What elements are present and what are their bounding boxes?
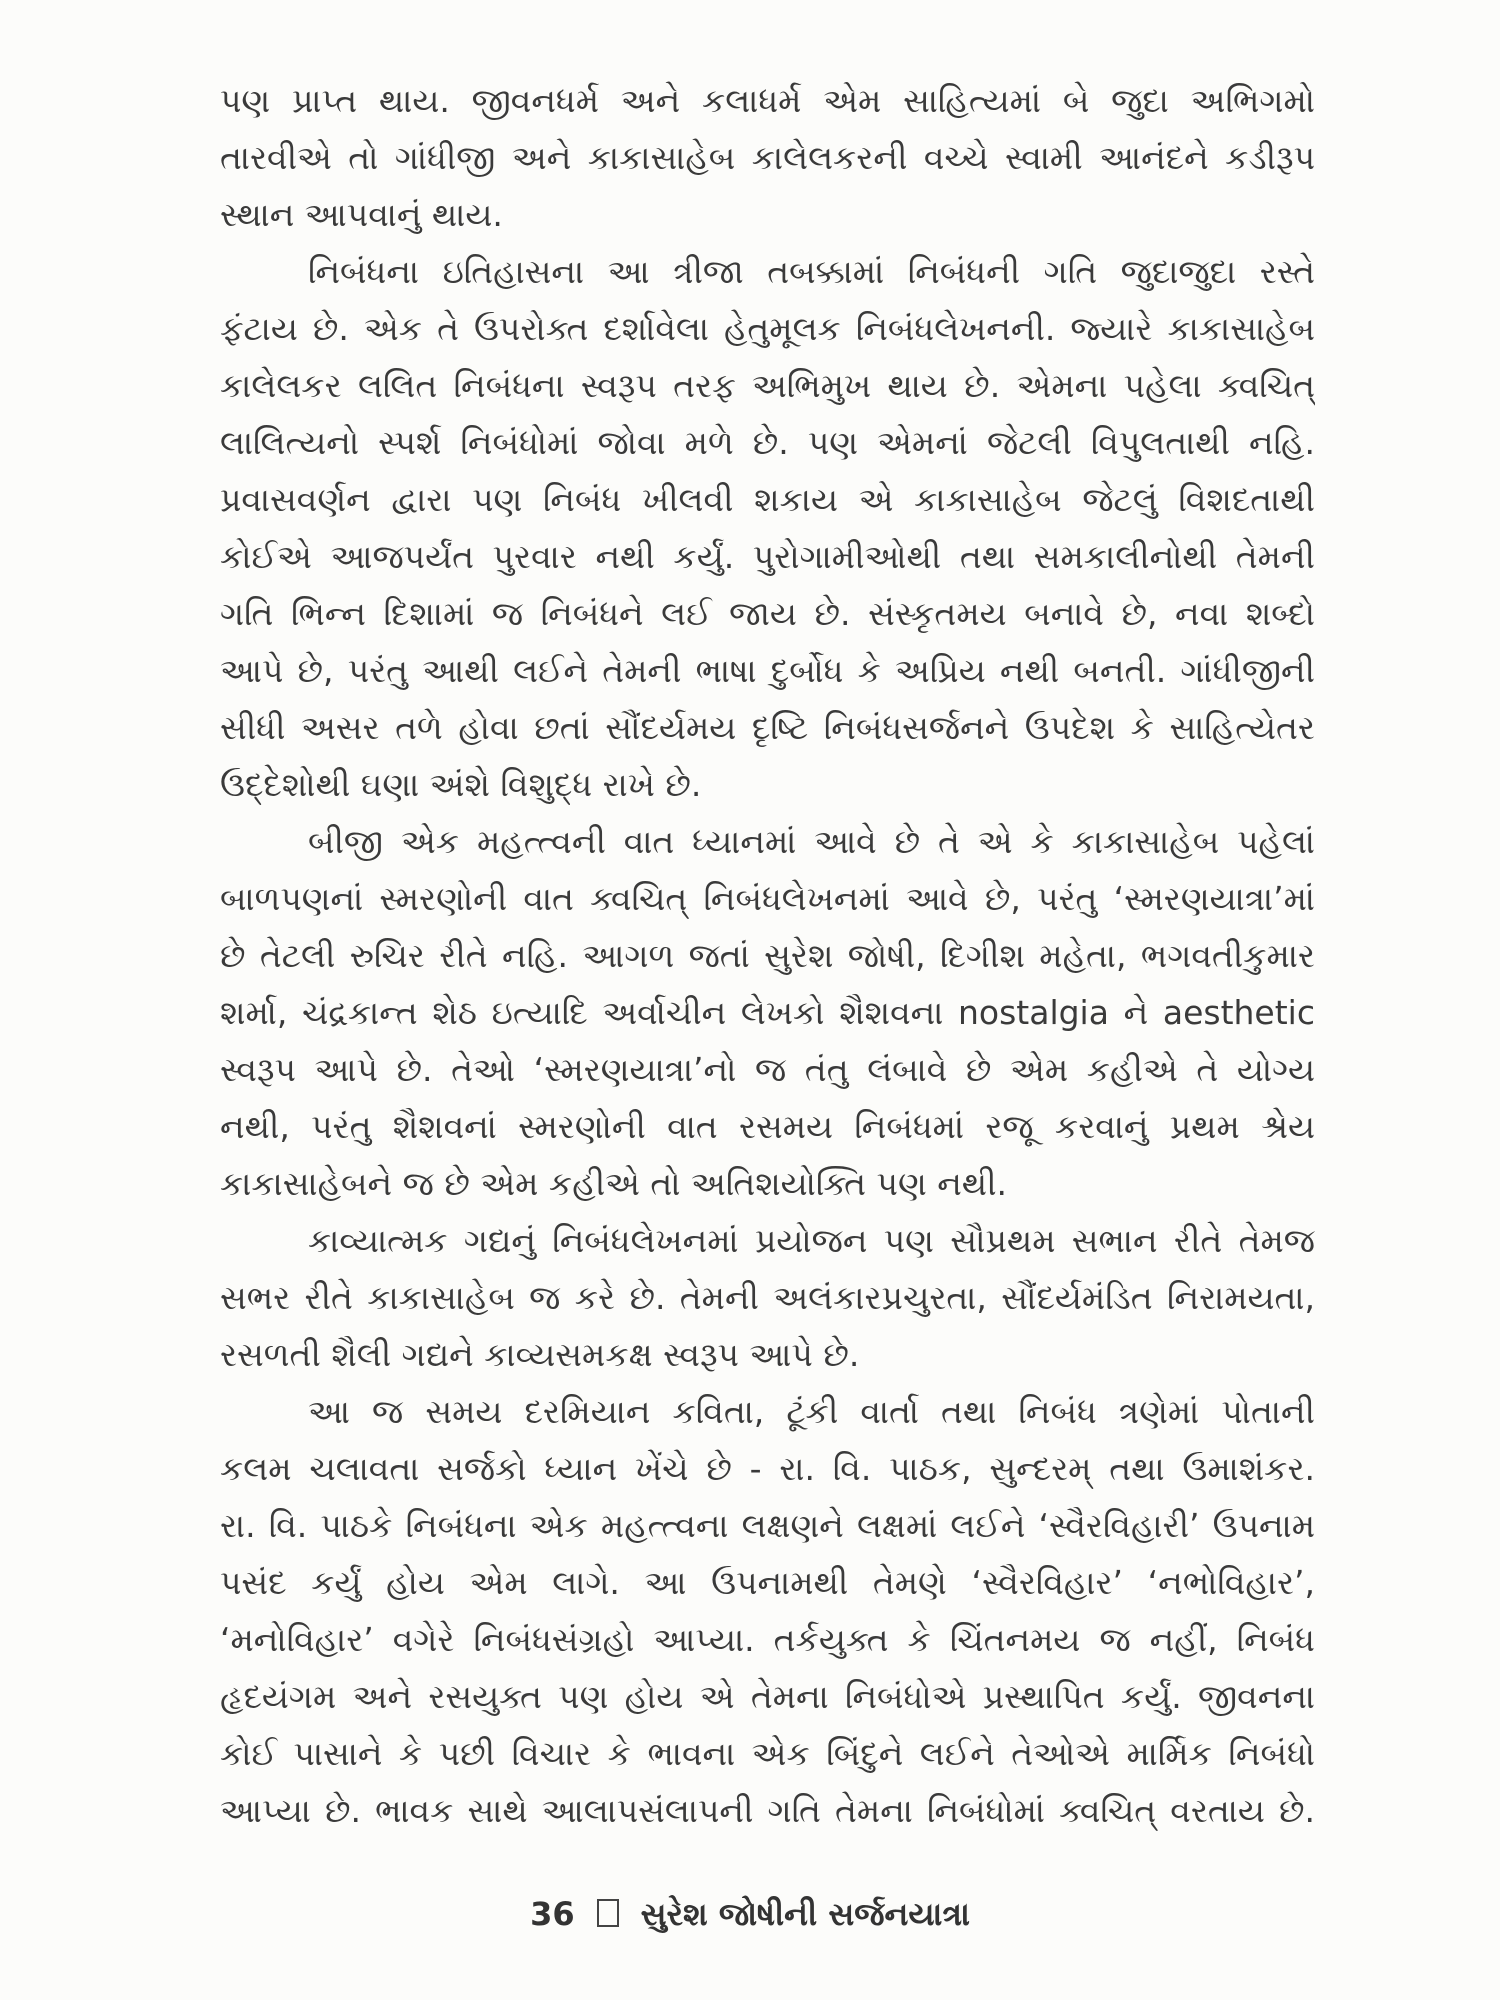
text-line: આપે છે, પરંતુ આથી લઈને તેમની ભાષા દુર્બોધ કે અપ્રિય નથી બનતી. ગાંધીજીની <box>220 651 1315 690</box>
text-line: હૃદયંગમ અને રસયુક્ત પણ હોય એ તેમના નિબંધોએ પ્રસ્થાપિત કર્યું. જીવનના <box>220 1677 1315 1716</box>
text-line: ગતિ ભિન્ન દિશામાં જ નિબંધને લઈ જાય છે. સંસ્કૃતમય બનાવે છે, નવા શબ્દો <box>220 594 1315 633</box>
text-line: નિબંધના ઇતિહાસના આ ત્રીજા તબક્કામાં નિબંધની ગતિ જુદાજુદા રસ્તે <box>308 252 1315 291</box>
text-line: બીજી એક મહત્ત્વની વાત ધ્યાનમાં આવે છે તે એ કે કાકાસાહેબ પહેલાં <box>308 822 1315 861</box>
text-line: લાલિત્યનો સ્પર્શ નિબંધોમાં જોવા મળે છે. પણ એમનાં જેટલી વિપુલતાથી નહિ. <box>220 423 1315 462</box>
text-line: ઉદ્દેશોથી ઘણા અંશે વિશુદ્ધ રાખે છે. <box>220 765 702 804</box>
text-line: કાકાસાહેબને જ છે એમ કહીએ તો અતિશયોક્તિ પણ નથી. <box>220 1164 1008 1203</box>
text-line: આપ્યા છે. ભાવક સાથે આલાપસંલાપની ગતિ તેમના નિબંધોમાં ક્વચિત્ વરતાય છે. <box>220 1791 1315 1830</box>
text-line: છે તેટલી રુચિર રીતે નહિ. આગળ જતાં સુરેશ જોષી, દિગીશ મહેતા, ભગવતીકુમાર <box>220 936 1315 975</box>
text-line: શર્મા, ચંદ્રકાન્ત શેઠ ઇત્યાદિ અર્વાચીન લેખકો શૈશવના nostalgia ને aesthetic <box>220 993 1315 1032</box>
text-line: ‘મનોવિહાર’ વગેરે નિબંધસંગ્રહો આપ્યા. તર્કયુક્ત કે ચિંતનમય જ નહીં, નિબંધ <box>220 1620 1315 1659</box>
text-line: કોઈ પાસાને કે પછી વિચાર કે ભાવના એક બિંદુને લઈને તેઓએ માર્મિક નિબંધો <box>220 1734 1315 1773</box>
text-line: કાવ્યાત્મક ગદ્યનું નિબંધલેખનમાં પ્રયોજન પણ સૌપ્રથમ સભાન રીતે તેમજ <box>308 1221 1315 1260</box>
text-line: તારવીએ તો ગાંધીજી અને કાકાસાહેબ કાલેલકરની વચ્ચે સ્વામી આનંદને કડીરૂપ <box>220 138 1315 177</box>
text-line: નથી, પરંતુ શૈશવનાં સ્મરણોની વાત રસમય નિબંધમાં રજૂ કરવાનું પ્રથમ શ્રેય <box>220 1107 1315 1146</box>
page-body <box>220 72 1315 1839</box>
text-line: પણ પ્રાપ્ત થાય. જીવનધર્મ અને કલાધર્મ એમ સાહિત્યમાં બે જુદા અભિગમો <box>220 81 1315 120</box>
text-line: રા. વિ. પાઠકે નિબંધના એક મહત્ત્વના લક્ષણને લક્ષમાં લઈને ‘સ્વૈરવિહારી’ ઉપનામ <box>220 1506 1315 1545</box>
book-title: સુરેશ જોષીની સર્જનયાત્રા <box>640 1895 970 1933</box>
text-line: પસંદ કર્યું હોય એમ લાગે. આ ઉપનામથી તેમણે ‘સ્વૈરવિહાર’ ‘નભોવિહાર’, <box>220 1563 1315 1602</box>
square-separator-icon <box>597 1899 619 1927</box>
text-line: ફંટાય છે. એક તે ઉપરોક્ત દર્શાવેલા હેતુમૂલક નિબંધલેખનની. જ્યારે કાકાસાહેબ <box>220 309 1315 348</box>
text-line: પ્રવાસવર્ણન દ્વારા પણ નિબંધ ખીલવી શકાય એ કાકાસાહેબ જેટલું વિશદતાથી <box>220 480 1315 519</box>
text-line: સીધી અસર તળે હોવા છતાં સૌંદર્યમય દૃષ્ટિ નિબંધસર્જનને ઉપદેશ કે સાહિત્યેતર <box>220 708 1315 747</box>
text-line: સભર રીતે કાકાસાહેબ જ કરે છે. તેમની અલંકારપ્રચુરતા, સૌંદર્યમંડિત નિરામયતા, <box>220 1278 1315 1317</box>
page-footer <box>0 1895 1500 1934</box>
paragraph <box>220 813 1315 1212</box>
paragraph <box>220 243 1315 813</box>
paragraph <box>220 1383 1315 1839</box>
text-line: સ્થાન આપવાનું થાય. <box>220 195 503 234</box>
text-line: કોઈએ આજપર્યંત પુરવાર નથી કર્યું. પુરોગામીઓથી તથા સમકાલીનોથી તેમની <box>220 537 1315 576</box>
paragraph <box>220 1212 1315 1383</box>
text-line: સ્વરૂપ આપે છે. તેઓ ‘સ્મરણયાત્રા’નો જ તંતુ લંબાવે છે એમ કહીએ તે યોગ્ય <box>220 1050 1315 1089</box>
text-line: આ જ સમય દરમિયાન કવિતા, ટૂંકી વાર્તા તથા નિબંધ ત્રણેમાં પોતાની <box>308 1392 1315 1431</box>
text-line: કાલેલકર લલિત નિબંધના સ્વરૂપ તરફ અભિમુખ થાય છે. એમના પહેલા ક્વચિત્ <box>220 366 1315 405</box>
text-line: કલમ ચલાવતા સર્જકો ધ્યાન ખેંચે છે - રા. વિ. પાઠક, સુન્દરમ્ તથા ઉમાશંકર. <box>220 1449 1315 1488</box>
text-line: બાળપણનાં સ્મરણોની વાત ક્વચિત્ નિબંધલેખનમાં આવે છે, પરંતુ ‘સ્મરણયાત્રા’માં <box>220 879 1315 918</box>
page-number: 36 <box>530 1895 575 1933</box>
text-line: રસળતી શૈલી ગદ્યને કાવ્યસમકક્ષ સ્વરૂપ આપે છે. <box>220 1335 860 1374</box>
paragraph <box>220 72 1315 243</box>
